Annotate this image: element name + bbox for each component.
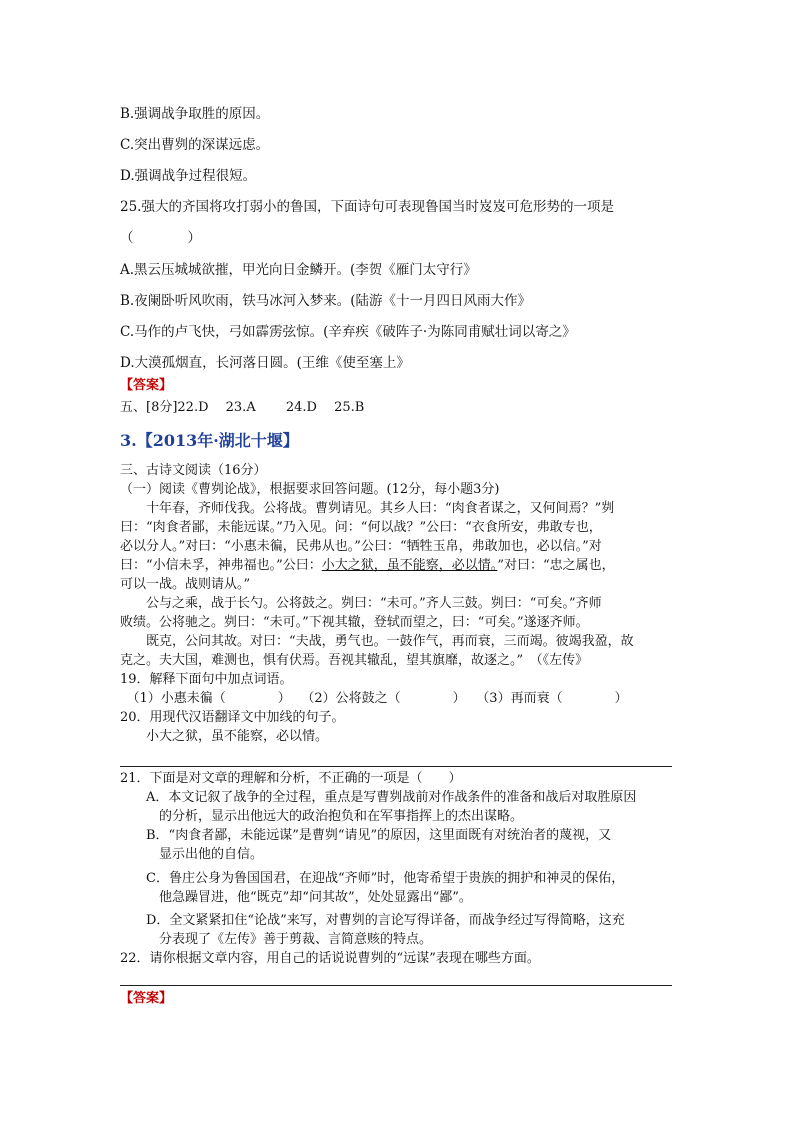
- question-21: 21．下面是对文章的理解和分析，不正确的一项是（ ）: [120, 771, 462, 786]
- q21-option-b: B．“肉食者鄙，未能远谋”是曹刿“请见”的原因，这里面既有对统治者的蔑视，又: [120, 828, 612, 843]
- passage-line: 克之。夫大国，难测也，惧有伏焉。吾视其辙乱，望其旗靡，故逐之。” （《左传》: [120, 653, 589, 668]
- question-19-items: （1）小惠未徧（ ） （2）公将鼓之（ ） （3）再而衰（ ）: [120, 691, 628, 706]
- q25-option-d: D.大漠孤烟直，长河落日圆。(王维《使至塞上》: [120, 355, 410, 371]
- passage-line: 十年春，齐师伐我。公将战。曹刿请见。其乡人曰：“肉食者谋之，又何间焉？”刿: [120, 501, 615, 516]
- passage-text: 曰：“小信未孚，神弗福也。”公曰：: [120, 558, 322, 573]
- answer-label: 【答案】: [120, 991, 173, 1006]
- q25-stem: 25.强大的齐国将攻打弱小的鲁国，下面诗句可表现鲁国当时岌岌可危形势的一项是: [120, 199, 614, 215]
- question-20: 20．用现代汉语翻译文中加线的句子。: [120, 710, 345, 725]
- answer-rule: [120, 766, 672, 767]
- question-22: 22．请你根据文章内容，用自己的话说说曹刿的“远谋”表现在哪些方面。: [120, 951, 540, 966]
- q25-option-b: B.夜阑卧听风吹雨，铁马冰河入梦来。(陆游《十一月四日风雨大作》: [120, 293, 531, 309]
- passage-line: 败绩。公将驰之。刿曰：“未可。”下视其辙，登轼而望之，曰：“可矣。”遂逐齐师。: [120, 615, 589, 630]
- q24-option-d: D.强调战争过程很短。: [120, 168, 257, 184]
- q21-option-c: 他急躁冒进，他“既克”却“问其故”，处处显露出“鄙”。: [120, 890, 472, 905]
- q25-option-a: A.黑云压城城欲摧，甲光向日金鳞开。(李贺《雁门太守行》: [120, 262, 477, 278]
- q24-option-c: C.突出曹刿的深谋远虑。: [120, 137, 270, 153]
- q21-option-d: 分表现了《左传》善于剪裁、言简意赅的特点。: [120, 932, 433, 947]
- passage-line: 既克，公问其故。对曰：“夫战，勇气也。一鼓作气，再而衰，三而竭。彼竭我盈，故: [120, 634, 634, 649]
- q21-option-c: C．鲁庄公身为鲁国国君，在迎战“齐师”时，他寄希望于贵族的拥护和神灵的保佑，: [120, 871, 625, 886]
- question-19: 19．解释下面句中加点词语。: [120, 672, 293, 687]
- passage-text: ”对曰：“忠之属也，: [497, 558, 615, 573]
- q24-option-b: B.强调战争取胜的原因。: [120, 106, 270, 122]
- q25-blank: （ ）: [120, 230, 201, 246]
- q21-option-d: D．全文紧紧扣住“论战”来写，对曹刿的言论写得详备，而战争经过写得简略，这充: [120, 913, 625, 928]
- passage-line: 可以一战。战则请从。”: [120, 577, 251, 592]
- q21-option-a: A．本文记叙了战争的全过程，重点是写曹刿战前对作战条件的准备和战后对取胜原因: [120, 790, 637, 805]
- answer-rule: [120, 985, 672, 986]
- q21-option-b: 显示出他的自信。: [120, 847, 264, 862]
- passage-line: 曰：“肉食者鄙，未能远谋。”乃入见。问：“何以战？”公曰：“衣食所安，弗敢专也，: [120, 520, 602, 535]
- question-20-sentence: 小大之狱，虽不能察，必以情。: [120, 729, 329, 744]
- section-title: 3.【2013年·湖北十堰】: [120, 431, 299, 450]
- reading-instruction: （一）阅读《曹刿论战》，根据要求回答问题。(12分，每小题3分): [120, 482, 500, 497]
- answer-text: 五、[8分]22.D 23.A 24.D 25.B: [120, 400, 365, 415]
- part-heading: 三、古诗文阅读（16分）: [120, 463, 267, 478]
- passage-line: 必以分人。”对曰：“小惠未徧，民弗从也。”公曰：“牺牲玉帛，弗敢加也，必以信。”对: [120, 539, 602, 554]
- passage-line: [120, 558, 615, 574]
- answer-label: 【答案】: [120, 378, 173, 393]
- underlined-sentence: 小大之狱，虽不能察，必以情。: [321, 558, 498, 573]
- q25-option-c: C.马作的卢飞快，弓如霹雳弦惊。(辛弃疾《破阵子·为陈同甫赋壮词以寄之》: [120, 324, 576, 340]
- passage-line: 公与之乘，战于长勺。公将鼓之。刿曰：“未可。”齐人三鼓。刿曰：“可矣。”齐师: [120, 596, 602, 611]
- q21-option-a: 的分析，显示出他远大的政治抱负和在军事指挥上的杰出谋略。: [120, 809, 524, 824]
